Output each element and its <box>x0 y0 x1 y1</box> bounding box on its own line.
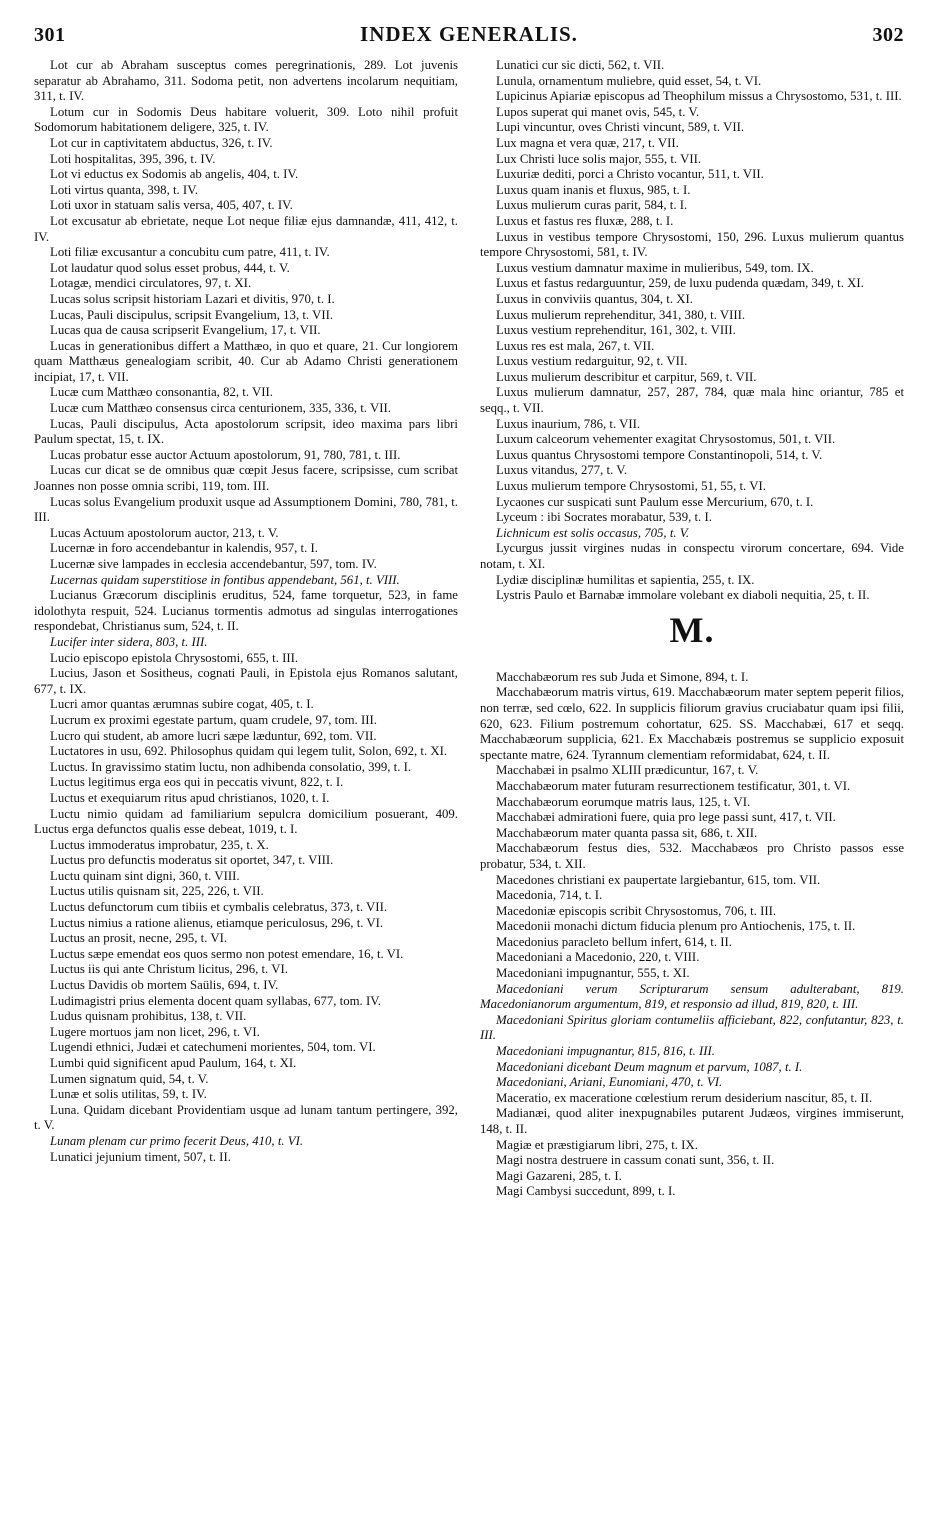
index-entry: Lucæ cum Matthæo consensus circa centurionem, 335, 336, t. VII. <box>50 401 391 416</box>
index-entry: Macchabæorum mater futuram resurrectionem testificatur, 301, t. VI. <box>496 778 851 793</box>
index-entry: Lucrum ex proximi egestate partum, quam crudele, 97, tom. III. <box>50 712 377 727</box>
index-entry: Lucas Actuum apostolorum auctor, 213, t. V. <box>50 525 279 540</box>
index-entry: Magi nostra destruere in cassum conati sunt, 356, t. II. <box>496 1153 775 1168</box>
index-entry: Lot excusatur ab ebrietate, neque Lot neque filiæ ejus damnandæ, 411, 412, t. IV. <box>34 213 458 244</box>
index-entry: Luxus et fastus res fluxæ, 288, t. I. <box>496 213 674 228</box>
page-number-left: 301 <box>34 24 66 46</box>
index-entry: Macchabæorum eorumque matris laus, 125, t. VI. <box>496 794 751 809</box>
index-entry: Lucas, Pauli discipulus, Acta apostolorum scripsit, ideo maxima pars libri Paulum spectat, 15, t. IX. <box>34 416 458 447</box>
index-entry: Loti hospitalitas, 395, 396, t. IV. <box>50 151 216 166</box>
index-entry: Macedones christiani ex paupertate largiebantur, 615, tom. VII. <box>496 872 821 887</box>
index-entry: Lucernas quidam superstitiose in fontibus appendebant, 561, t. VIII. <box>50 572 400 587</box>
index-entry: Lucas in generationibus differt a Matthæo, in quo et quare, 21. Cur longiorem quam Matthæus genealogiam scribit, 40. Cur ab Adamo Christi generationem incipiat, 17, t. VII. <box>34 338 458 384</box>
index-entry: Lichnicum est solis occasus, 705, t. V. <box>496 525 690 540</box>
index-entry: Lotagæ, mendici circulatores, 97, t. XI. <box>50 276 252 291</box>
index-entry: Luctus. In gravissimo statim luctu, non adhibenda consolatio, 399, t. I. <box>50 759 412 774</box>
index-entry: Macchabæi admirationi fuere, quia pro lege passi sunt, 417, t. VII. <box>496 810 836 825</box>
index-entry: Madianæi, quod aliter inexpugnabiles putarent Judæos, virgines immiserunt, 148, t. II. <box>480 1106 904 1136</box>
index-entry: Lucæ cum Matthæo consonantia, 82, t. VII. <box>50 385 273 400</box>
index-entry: Lucas cur dicat se de omnibus quæ cœpit Jesus facere, scripsisse, cum scribat Joannes non posse omnia scribi, 119, tom. III. <box>34 463 458 494</box>
index-entry: Luctus an prosit, necne, 295, t. VI. <box>50 931 228 946</box>
index-entry: Lystris Paulo et Barnabæ immolare volebant ex diaboli nequitia, 25, t. II. <box>496 588 870 603</box>
index-entry: Macedoniani dicebant Deum magnum et parvum, 1087, t. I. <box>496 1059 803 1074</box>
index-entry: Lumbi quid significent apud Paulum, 164, t. XI. <box>50 1056 297 1070</box>
index-entry: Macchabæorum mater quanta passa sit, 686, t. XII. <box>496 825 758 840</box>
index-entry: Luxum calceorum vehementer exagitat Chrysostomus, 501, t. VII. <box>496 432 836 447</box>
index-entry: Lot laudatur quod solus esset probus, 444, t. V. <box>50 260 290 275</box>
index-entry: Luxus vestium reprehenditur, 161, 302, t. VIII. <box>496 323 736 338</box>
index-entry: Lupi vincuntur, oves Christi vincunt, 589, t. VII. <box>496 120 745 135</box>
index-entry: Lugere mortuos jam non licet, 296, t. VI. <box>50 1024 260 1039</box>
index-entry: Macedonius paracleto bellum infert, 614, t. II. <box>496 934 732 949</box>
index-entry: Lot vi eductus ex Sodomis ab angelis, 404, t. IV. <box>50 167 299 182</box>
index-entry: Luxus in vestibus tempore Chrysostomi, 150, 296. Luxus mulierum quantus tempore Chrysostomi, 581, t. IV. <box>480 229 904 260</box>
index-entry: Lunula, ornamentum muliebre, quid esset, 54, t. VI. <box>496 73 762 88</box>
index-entry: Macchabæorum matris virtus, 619. Macchabæorum mater septem peperit filios, non terræ, sed cœlo, 622. In supplicis filiorum gravius cruciabatur quam ipsi filii, 620, 623. Filium postremum cohortatur, 625. SS. Macchabæi, 617 et seqq. Macchabæorum supplicia, 621. Ex Macchabæis postremus se supplicio exposuit spectante matre, 624. Tyrannum clementiam reformidabat, 624, t. II. <box>480 685 904 762</box>
index-entry: Macedoniani impugnantur, 555, t. XI. <box>496 966 690 981</box>
index-entry: Luctus defunctorum cum tibiis et cymbalis celebratus, 373, t. VII. <box>50 900 388 915</box>
index-entry: Lupicinus Apiariæ episcopus ad Theophilum missus a Chrysostomo, 531, t. III. <box>496 89 902 104</box>
index-entry: Luxus inaurium, 786, t. VII. <box>496 416 641 431</box>
index-entry: Lucas probatur esse auctor Actuum apostolorum, 91, 780, 781, t. III. <box>50 447 401 462</box>
index-entry: Magi Cambysi succedunt, 899, t. I. <box>496 1184 676 1199</box>
index-entry: Macedoniani impugnantur, 815, 816, t. III. <box>496 1044 715 1059</box>
index-entry: Luna. Quidam dicebant Providentiam usque ad lunam tantum pertingere, 392, t. V. <box>34 1102 458 1133</box>
index-entry: Luxus vestium redarguitur, 92, t. VII. <box>496 354 688 369</box>
index-entry: Lux magna et vera quæ, 217, t. VII. <box>496 135 679 150</box>
index-entry: Magiæ et præstigiarum libri, 275, t. IX. <box>496 1137 698 1152</box>
index-entry: Lunam plenam cur primo fecerit Deus, 410, t. VI. <box>50 1133 304 1148</box>
index-entry: Loti virtus quanta, 398, t. IV. <box>50 182 198 197</box>
index-entry: Luxus quantus Chrysostomi tempore Constantinopoli, 514, t. V. <box>496 447 823 462</box>
page-header <box>34 22 904 52</box>
index-entry: Lucius, Jason et Sositheus, cognati Pauli, in Epistola ejus Romanos salutant, 677, t. IX. <box>34 666 458 696</box>
index-entry: Lupos superat qui manet ovis, 545, t. V. <box>496 104 700 119</box>
index-entry: Luxus in conviviis quantus, 304, t. XI. <box>496 291 693 306</box>
index-entry: Macedoniani a Macedonio, 220, t. VIII. <box>496 950 700 965</box>
index-entry: Lucernæ in foro accendebantur in kalendis, 957, t. I. <box>50 541 318 556</box>
index-entry: Luxus res est mala, 267, t. VII. <box>496 338 655 353</box>
index-entry: Luctus immoderatus improbatur, 235, t. X. <box>50 837 269 852</box>
index-entry: Lucro qui student, ab amore lucri sæpe læduntur, 692, tom. VII. <box>50 728 377 743</box>
index-entry: Lucifer inter sidera, 803, t. III. <box>50 634 208 649</box>
index-entry: Lycurgus jussit virgines nudas in conspectu virorum concertare, 694. Vide notam, t. XI. <box>480 541 904 571</box>
index-entry: Lucernæ sive lampades in ecclesia accendebantur, 597, tom. IV. <box>50 557 377 571</box>
index-entry: Lumen signatum quid, 54, t. V. <box>50 1071 209 1086</box>
right-column <box>480 58 904 1200</box>
index-entry: Macedonia, 714, t. I. <box>496 888 603 903</box>
index-entry: Lucri amor quantas ærumnas subire cogat, 405, t. I. <box>50 697 314 712</box>
index-entry: Macedoniani Spiritus gloriam contumeliis afficiebant, 822, confutantur, 823, t. III. <box>480 1012 904 1043</box>
index-entry: Macedoniæ episcopis scribit Chrysostomus, 706, t. III. <box>496 903 777 918</box>
index-entry: Lux Christi luce solis major, 555, t. VII. <box>496 151 702 166</box>
index-entry: Luxus vestium damnatur maxime in mulieribus, 549, tom. IX. <box>496 260 814 275</box>
index-entry: Luxus mulierum reprehenditur, 341, 380, t. VIII. <box>496 307 746 322</box>
index-entry: Lugendi ethnici, Judæi et catechumeni morientes, 504, tom. VI. <box>50 1040 376 1055</box>
index-entry: Macchabæorum festus dies, 532. Macchabæos pro Christo passos esse probatur, 534, t. XII. <box>480 841 904 871</box>
index-entry: Lot cur ab Abraham susceptus comes peregrinationis, 289. Lot juvenis separatur ab Abrahamo, 311. Sodoma petit, non advertens incolarum nequitiam, 311, t. IV. <box>34 58 458 104</box>
section-letter: M. <box>669 609 715 650</box>
page-number-right: 302 <box>872 24 904 46</box>
index-entry: Macedonii monachi dictum fiducia plenum pro Antiochenis, 175, t. II. <box>496 919 856 934</box>
index-entry: Lucas solus Evangelium produxit usque ad Assumptionem Domini, 780, 781, t. III. <box>34 494 458 525</box>
index-entry: Luxus vitandus, 277, t. V. <box>496 463 628 478</box>
index-entry: Luctus iis qui ante Christum licitus, 296, t. VI. <box>50 962 288 977</box>
index-entry: Luctus et exequiarum ritus apud christianos, 1020, t. I. <box>50 790 330 805</box>
index-entry: Magi Gazareni, 285, t. I. <box>496 1168 622 1183</box>
index-entry: Lydiæ disciplinæ humilitas et sapientia, 255, t. IX. <box>496 572 755 587</box>
index-entry: Luctus legitimus erga eos qui in peccatis vivunt, 822, t. I. <box>50 775 344 790</box>
index-entry: Luctus Davidis ob mortem Saülis, 694, t. IV. <box>50 978 279 993</box>
index-entry: Luctu quinam sint digni, 360, t. VIII. <box>50 868 240 883</box>
index-entry: Luctus pro defunctis moderatus sit oportet, 347, t. VIII. <box>50 853 334 868</box>
index-entry: Luxus quam inanis et fluxus, 985, t. I. <box>496 182 691 197</box>
index-entry: Luctus nimius a ratione alienus, etiamque periculosus, 296, t. VI. <box>50 915 384 930</box>
index-entry: Lucio episcopo epistola Chrysostomi, 655, t. III. <box>50 650 299 665</box>
index-entry: Luxus mulierum tempore Chrysostomi, 51, 55, t. VI. <box>496 479 766 494</box>
left-column <box>34 58 458 1165</box>
index-entry: Lycaones cur suspicati sunt Paulum esse Mercurium, 670, t. I. <box>496 494 814 509</box>
index-entry: Luctatores in usu, 692. Philosophus quidam qui legem tulit, Solon, 692, t. XI. <box>50 744 448 759</box>
index-entry: Luxus et fastus redarguuntur, 259, de luxu pudenda quædam, 349, t. XI. <box>496 276 864 291</box>
index-entry: Macedoniani verum Scripturarum sensum adulterabant, 819. Macedonianorum argumentum, 819, et responsio ad illud, 819, 820, t. III. <box>480 981 904 1012</box>
index-entry: Macchabæorum res sub Juda et Simone, 894, t. I. <box>496 669 749 684</box>
index-entry: Luxus mulierum describitur et carpitur, 569, t. VII. <box>496 369 757 384</box>
index-entry: Luctu nimio quidam ad familiarium sepulcra domicilium posuerant, 409. Luctus erga defunctos qualis esse debeat, 1019, t. I. <box>34 806 458 837</box>
index-entry: Lot cur in captivitatem abductus, 326, t. IV. <box>50 135 273 150</box>
index-entry: Lunatici jejunium timent, 507, t. II. <box>50 1149 231 1164</box>
index-entry: Loti uxor in statuam salis versa, 405, 407, t. IV. <box>50 198 293 213</box>
right-column-m-entries <box>480 670 904 1200</box>
index-entry: Macedoniani, Ariani, Eunomiani, 470, t. VI. <box>496 1075 723 1090</box>
index-entry: Ludimagistri prius elementa docent quam syllabas, 677, tom. IV. <box>50 993 382 1008</box>
index-entry: Lucas solus scripsit historiam Lazari et divitis, 970, t. I. <box>50 291 335 306</box>
index-entry: Loti filiæ excusantur a concubitu cum patre, 411, t. IV. <box>50 245 330 260</box>
index-entry: Ludus quisnam prohibitus, 138, t. VII. <box>50 1009 247 1024</box>
index-entry: Lucas, Pauli discipulus, scripsit Evangelium, 13, t. VII. <box>50 307 334 322</box>
index-entry: Maceratio, ex maceratione cœlestium rerum desiderium nascitur, 85, t. II. <box>496 1090 873 1105</box>
index-entry: Lunatici cur sic dicti, 562, t. VII. <box>496 58 665 72</box>
index-entry: Lunæ et solis utilitas, 59, t. IV. <box>50 1087 207 1102</box>
index-entry: Lucianus Græcorum disciplinis eruditus, 524, fame torquetur, 523, in fame idolothyta respuit, 524. Lucianus tormentis admotus ad singulas interrogationes respondebat, Christianus sum, 524, t. II. <box>34 588 458 634</box>
index-entry: Luctus sæpe emendat eos quos sermo non potest emendare, 16, t. VI. <box>50 946 404 961</box>
index-entry: Luxuriæ dediti, porci a Christo vocantur, 511, t. VII. <box>496 167 764 182</box>
index-entry: Lyceum : ibi Socrates morabatur, 539, t. I. <box>496 510 712 525</box>
index-entry: Lotum cur in Sodomis Deus habitare voluerit, 309. Loto nihil profuit Sodomorum habitationem deligere, 325, t. IV. <box>34 104 458 135</box>
index-entry: Lucas qua de causa scripserit Evangelium, 17, t. VII. <box>50 323 321 338</box>
index-entry: Luctus utilis quisnam sit, 225, 226, t. VII. <box>50 884 264 899</box>
index-entry: Luxus mulierum damnatur, 257, 287, 784, quæ mala hinc oriantur, 785 et seqq., t. VII. <box>480 385 904 416</box>
page-title: INDEX GENERALIS. <box>360 22 578 46</box>
index-entry: Macchabæi in psalmo XLIII prædicuntur, 167, t. V. <box>496 763 759 778</box>
index-entry: Luxus mulierum curas parit, 584, t. I. <box>496 198 688 213</box>
right-column-l-entries <box>480 58 904 604</box>
